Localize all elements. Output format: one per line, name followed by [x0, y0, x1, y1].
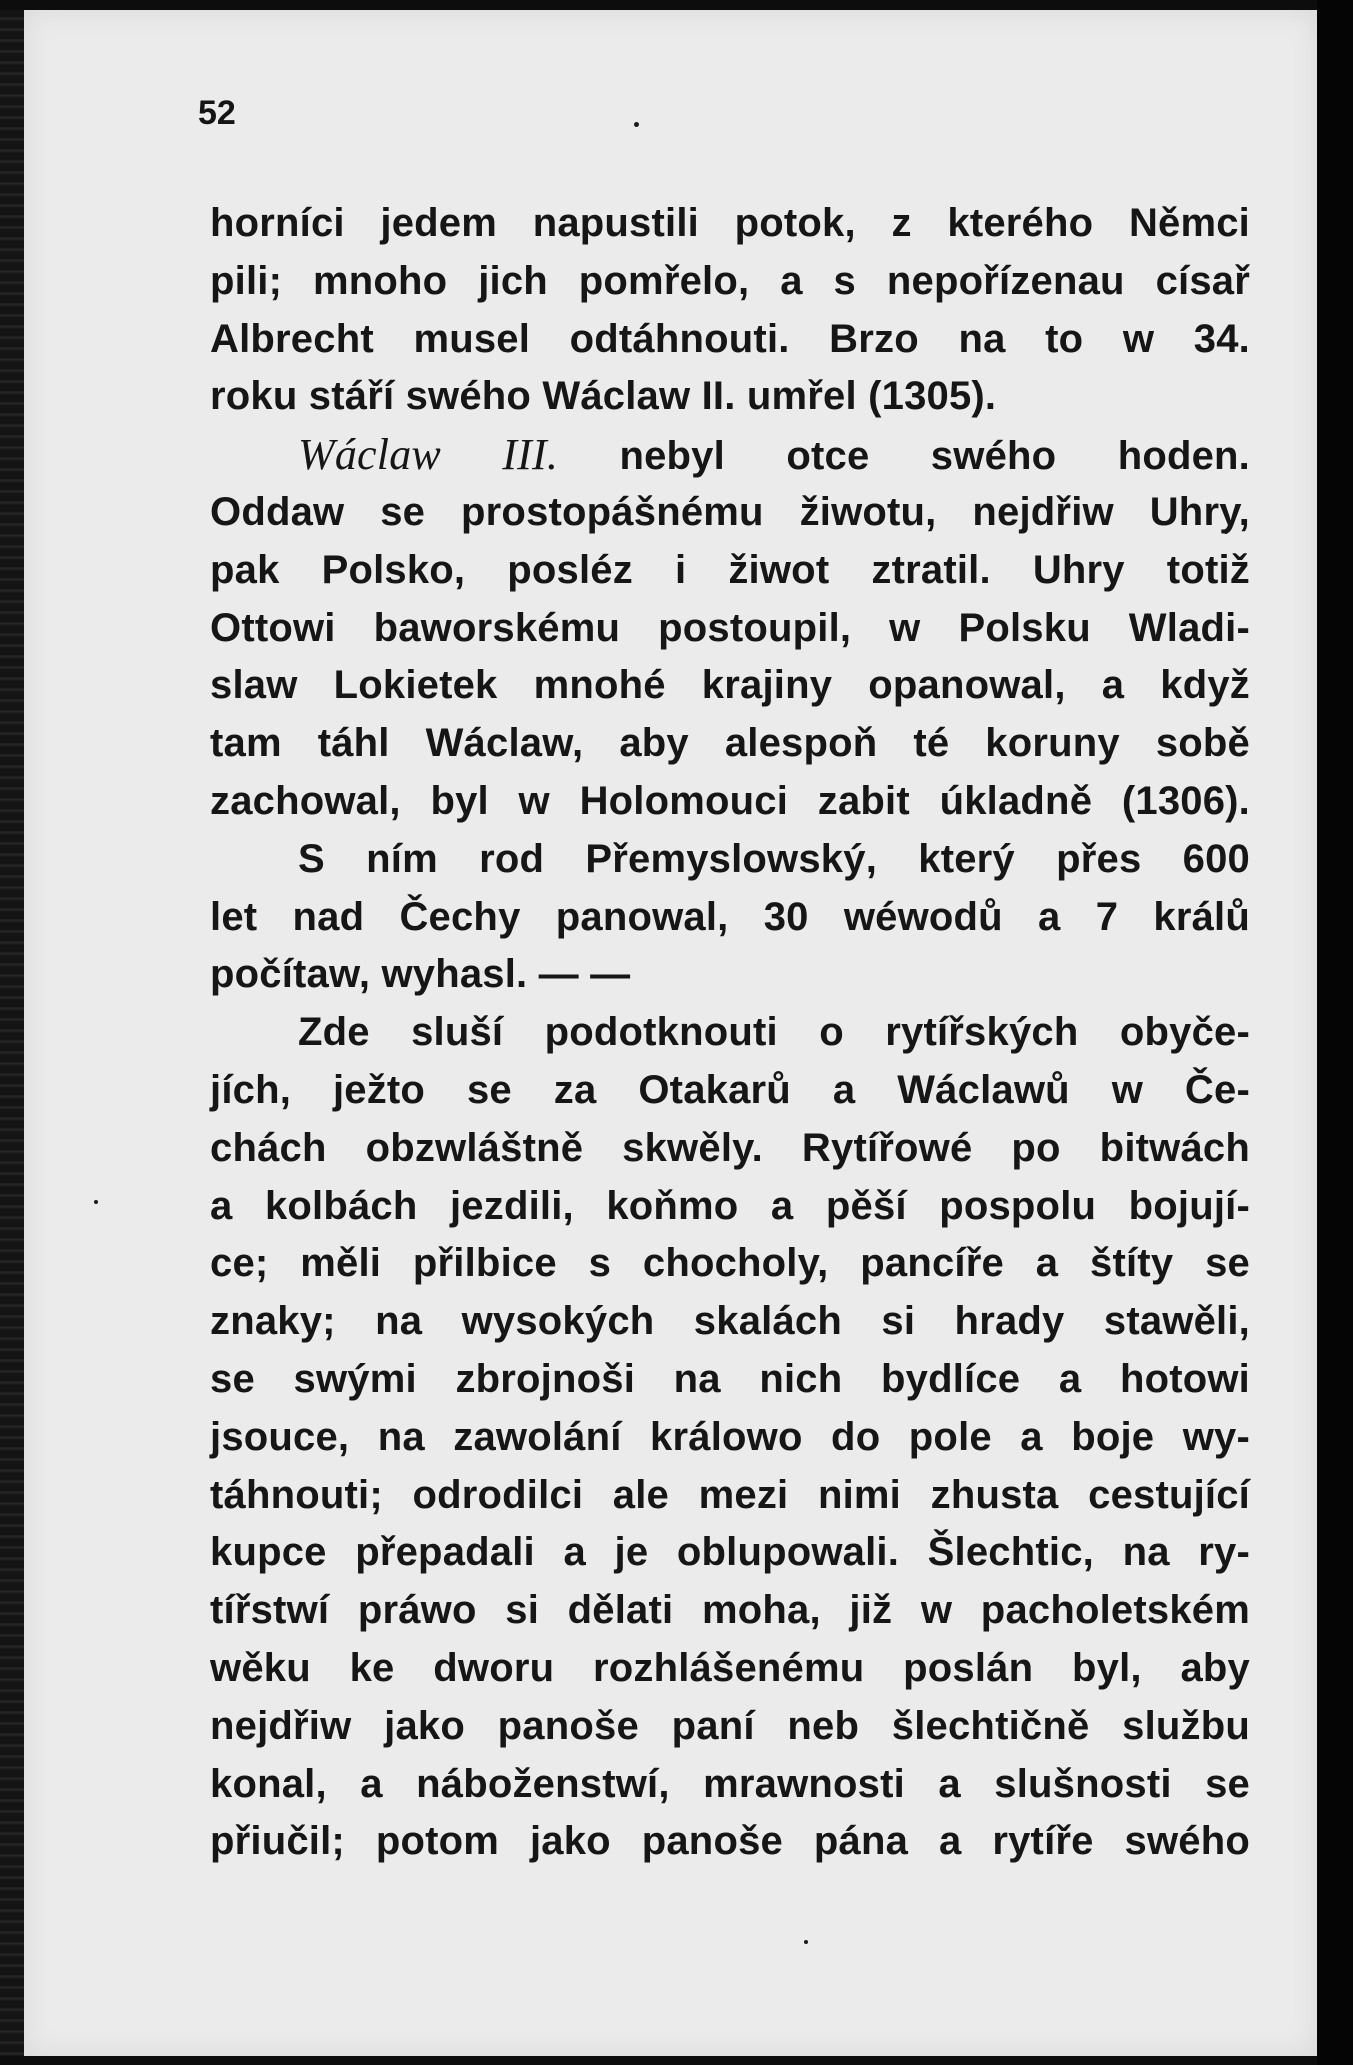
- line-text: chách obzwláštně skwěly. Rytířowé po bitwách: [210, 1125, 1250, 1170]
- text-line: [210, 600, 1250, 658]
- text-line: [210, 1582, 1250, 1640]
- line-text: počítaw, wyhasl. — —: [210, 952, 631, 997]
- line-text: ce; měli přilbice s chocholy, pancíře a štíty se: [210, 1241, 1250, 1286]
- line-text: přiučil; potom jako panoše pána a rytíře swého: [210, 1819, 1250, 1864]
- line-text: znaky; na wysokých skalách si hrady stawěli,: [210, 1299, 1250, 1344]
- line-text: slaw Lokietek mnohé krajiny opanowal, a když: [210, 663, 1250, 708]
- text-line: [210, 195, 1250, 253]
- ink-speck: [634, 122, 639, 127]
- text-line: [210, 1120, 1250, 1178]
- text-line: [210, 311, 1250, 369]
- text-line: [210, 715, 1250, 773]
- text-line: [210, 1640, 1250, 1698]
- line-text: konal, a náboženstwí, mrawnosti a slušnosti se: [210, 1761, 1250, 1806]
- line-text: S ním rod Přemyslowský, který přes 600: [298, 836, 1250, 881]
- line-text: Zde sluší podotknouti o rytířských obyče-: [298, 1010, 1250, 1055]
- line-text: Ottowi baworskému postoupil, w Polsku Wladi-: [210, 605, 1250, 650]
- ink-speck: [94, 1200, 98, 1204]
- text-line: [210, 1004, 1250, 1062]
- text-line: [210, 773, 1250, 831]
- line-text: Oddaw se prostopášnému žiwotu, nejdřiw Uhry,: [210, 489, 1250, 534]
- text-line: [210, 368, 1250, 426]
- text-line: [210, 1524, 1250, 1582]
- text-line: [210, 1351, 1250, 1409]
- line-text: kupce přepadali a je oblupowali. Šlechtic, na ry-: [210, 1530, 1250, 1575]
- book-spine-edge: [0, 10, 24, 2056]
- page-number: 52: [198, 94, 236, 132]
- line-text: Albrecht musel odtáhnouti. Brzo na to w 34.: [210, 316, 1250, 361]
- text-line: [210, 1756, 1250, 1814]
- text-line: [210, 889, 1250, 947]
- line-text: táhnouti; odrodilci ale mezi nimi zhusta cestující: [210, 1472, 1250, 1517]
- line-text: tířstwí práwo si dělati moha, již w pacholetském: [210, 1588, 1250, 1633]
- line-text: nebyl otce swého hoden.: [558, 434, 1250, 479]
- line-text: tam táhl Wáclaw, aby alespoň té koruny sobě: [210, 721, 1250, 766]
- line-text: roku stáří swého Wáclaw II. umřel (1305).: [210, 374, 997, 419]
- line-text: horníci jedem napustili potok, z kterého Němci: [210, 201, 1250, 245]
- text-line: [210, 1235, 1250, 1293]
- line-text: pak Polsko, posléz i žiwot ztratil. Uhry totiž: [210, 547, 1250, 592]
- line-text: nejdřiw jako panoše paní neb šlechtičně službu: [210, 1703, 1250, 1748]
- line-text: a kolbách jezdili, koňmo a pěší pospolu bojují-: [210, 1183, 1250, 1228]
- line-text: let nad Čechy panowal, 30 wéwodů a 7 králů: [210, 894, 1250, 939]
- text-line: [210, 484, 1250, 542]
- line-text: pili; mnoho jich pomřelo, a s nepořízenau císař: [210, 258, 1250, 303]
- text-line: [210, 1178, 1250, 1236]
- text-line: [210, 253, 1250, 311]
- line-text: se swými zbrojnoši na nich bydlíce a hotowi: [210, 1356, 1250, 1401]
- text-line: [210, 946, 1250, 1004]
- text-line: [210, 831, 1250, 889]
- text-line: [210, 1409, 1250, 1467]
- line-text: jích, ježto se za Otakarů a Wáclawů w Če-: [210, 1067, 1250, 1112]
- text-line: [210, 426, 1250, 484]
- scan-border: [1317, 0, 1353, 2065]
- text-line: [210, 1698, 1250, 1756]
- text-line: [210, 1467, 1250, 1525]
- text-line: [210, 1293, 1250, 1351]
- text-line: [210, 1062, 1250, 1120]
- text-line: [210, 1813, 1250, 1871]
- line-text: wěku ke dworu rozhlášenému poslán byl, aby: [210, 1645, 1250, 1690]
- text-line: [210, 542, 1250, 600]
- body-text: [210, 195, 1250, 1871]
- text-line: [210, 657, 1250, 715]
- line-text: zachowal, byl w Holomouci zabit úkladně (1306).: [210, 778, 1250, 823]
- ink-speck: [804, 1940, 808, 1944]
- italic-name: Wáclaw III.: [298, 430, 559, 480]
- line-text: jsouce, na zawolání králowo do pole a boje wy-: [210, 1414, 1250, 1459]
